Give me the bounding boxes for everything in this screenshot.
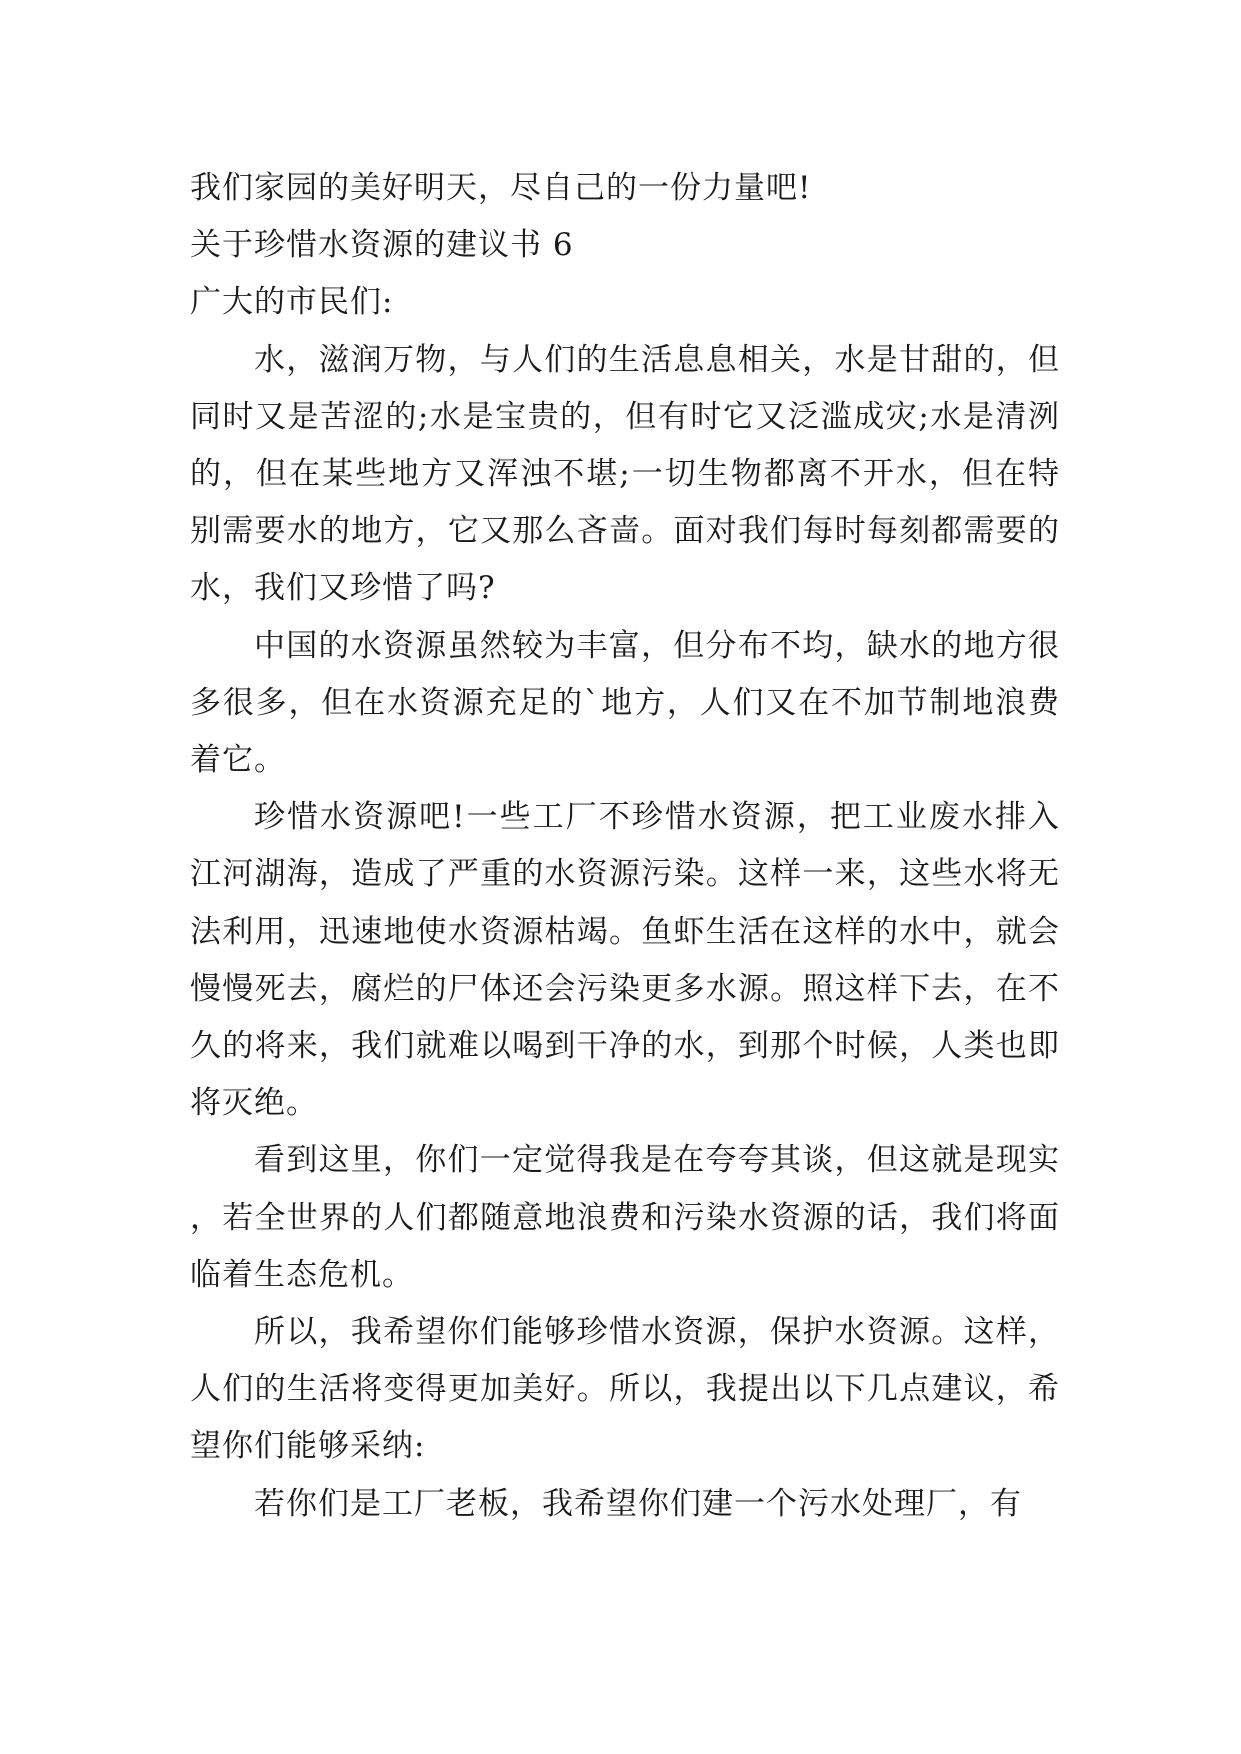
salutation: 广大的市民们: <box>190 284 394 321</box>
document-body <box>190 160 1060 1533</box>
paragraph-suggestions-intro: 所以，我希望你们能够珍惜水资源，保护水资源。这样，人们的生活将变得更加美好。所以，我提出以下几点建议，希望你们能够采纳: <box>190 1314 1060 1465</box>
paragraph-pollution: 珍惜水资源吧!一些工厂不珍惜水资源，把工业废水排入江河湖海，造成了严重的水资源污染。这样一来，这些水将无法利用，迅速地使水资源枯竭。鱼虾生活在这样的水中，就会慢慢死去，腐烂的尸体还会污染更多水源。照这样下去，在不久的将来，我们就难以喝到干净的水，到那个时候，人类也即将灭绝。 <box>190 799 1060 1122</box>
paragraph-china-water: 中国的水资源虽然较为丰富，但分布不均，缺水的地方很多很多，但在水资源充足的`地方，人们又在不加节制地浪费着它。 <box>190 627 1060 779</box>
paragraph-water-nature: 水，滋润万物，与人们的生活息息相关，水是甘甜的，但同时又是苦涩的;水是宝贵的，但有时它又泛滥成灾;水是清洌的，但在某些地方又浑浊不堪;一切生物都离不开水，但在特别需要水的地方，它又那么吝啬。面对我们每时每刻都需要的水，我们又珍惜了吗? <box>190 341 1060 607</box>
document-title: 关于珍惜水资源的建议书 6 <box>190 227 574 264</box>
paragraph-crisis: 看到这里，你们一定觉得我是在夸夸其谈，但这就是现实，若全世界的人们都随意地浪费和污染水资源的话，我们将面临着生态危机。 <box>190 1142 1060 1293</box>
closing-fragment-line: 我们家园的美好明天，尽自己的一份力量吧! <box>190 170 812 206</box>
paragraph-factory-suggestion: 若你们是工厂老板，我希望你们建一个污水处理厂，有 <box>254 1485 1022 1522</box>
